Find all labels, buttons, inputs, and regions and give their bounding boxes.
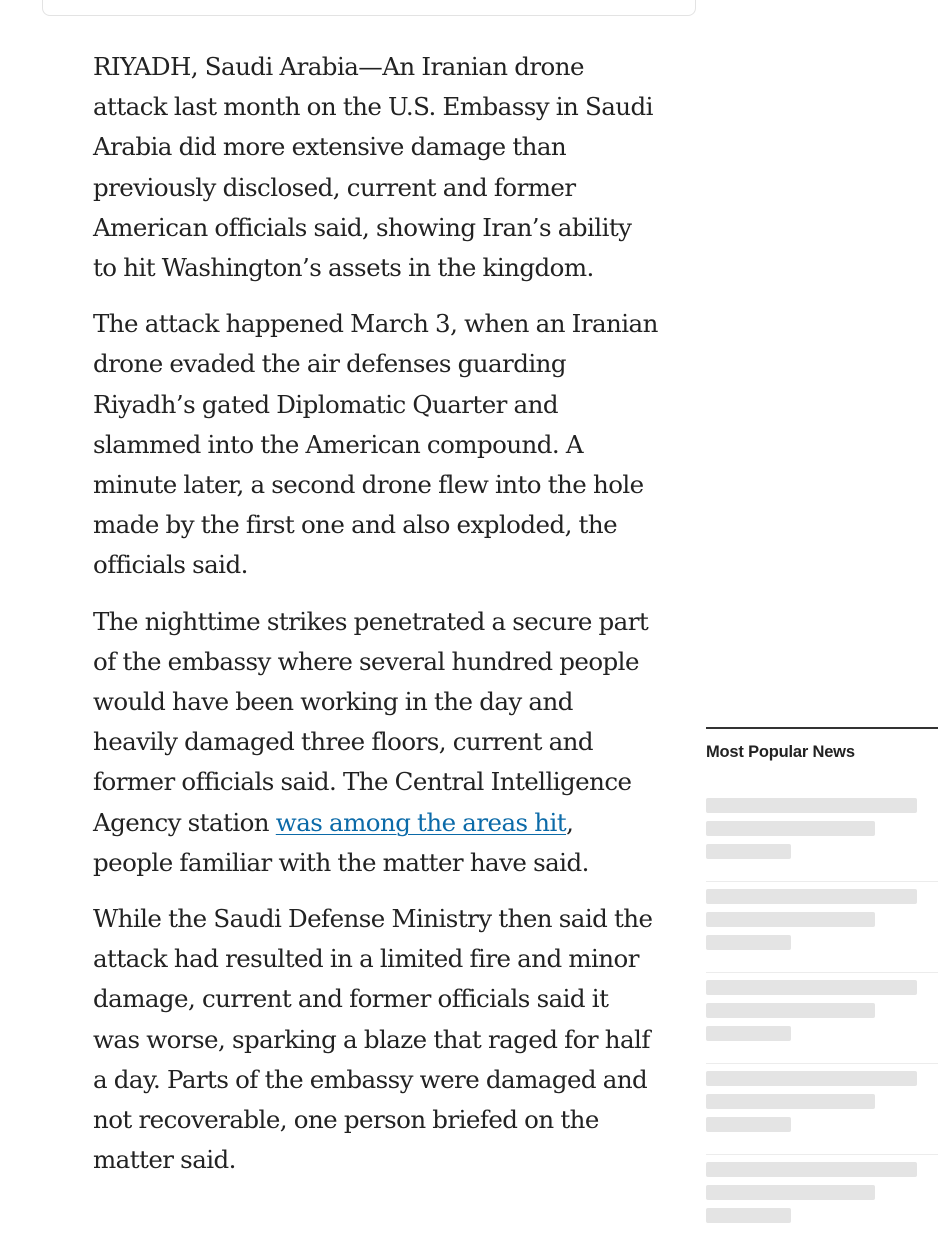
article-link[interactable]: was among the areas hit	[275, 807, 567, 837]
skeleton-line	[706, 1071, 917, 1086]
list-divider	[706, 972, 938, 973]
skeleton-line	[706, 798, 917, 813]
article-paragraph: The attack happened March 3, when an Iranian drone evaded the air defenses guarding Riyadh’s gated Diplomatic Quarter and slammed into the American compound. A minute later, a second drone flew into the hole made by the first one and also exploded, the officials said.	[93, 309, 658, 580]
paragraph-text: The nighttime strikes penetrated a secure part of the embassy where several hundred people would have been working in the day and heavily damaged three floors, current and former officials said. The Central Intelligence Agency station	[93, 606, 649, 837]
popular-news-placeholder	[706, 980, 938, 1071]
popular-news-placeholder	[706, 798, 938, 889]
skeleton-line	[706, 1208, 791, 1223]
paragraph-text: , people familiar with the matter have said.	[93, 807, 589, 877]
popular-news-placeholder	[706, 1162, 938, 1253]
skeleton-line	[706, 821, 875, 836]
article-paragraph: RIYADH, Saudi Arabia—An Iranian drone attack last month on the U.S. Embassy in Saudi Arabia did more extensive damage than previously disclosed, current and former American officials said, showing Iran’s ability to hit Washington’s assets in the kingdom.	[93, 52, 653, 283]
skeleton-line	[706, 1094, 875, 1109]
sidebar-title: Most Popular News	[706, 743, 855, 761]
list-divider	[706, 1063, 938, 1064]
skeleton-line	[706, 912, 875, 927]
skeleton-line	[706, 1162, 917, 1177]
skeleton-line	[706, 1003, 875, 1018]
article-paragraph: While the Saudi Defense Ministry then said the attack had resulted in a limited fire and minor damage, current and former officials said it was worse, sparking a blaze that raged for half a day. Parts of the embassy were damaged and not recoverable, one person briefed on the matter said.	[93, 904, 653, 1175]
skeleton-line	[706, 935, 791, 950]
skeleton-line	[706, 1026, 791, 1041]
popular-news-placeholder	[706, 889, 938, 980]
most-popular-sidebar	[706, 727, 938, 1199]
skeleton-line	[706, 1117, 791, 1132]
list-divider	[706, 881, 938, 882]
skeleton-line	[706, 980, 917, 995]
popular-news-placeholder	[706, 1071, 938, 1162]
skeleton-line	[706, 844, 791, 859]
sidebar-top-rule	[706, 727, 938, 729]
top-card	[42, 0, 696, 16]
skeleton-line	[706, 1185, 875, 1200]
list-divider	[706, 1154, 938, 1155]
article-paragraph	[93, 602, 658, 883]
skeleton-line	[706, 889, 917, 904]
article-body	[93, 47, 658, 1196]
